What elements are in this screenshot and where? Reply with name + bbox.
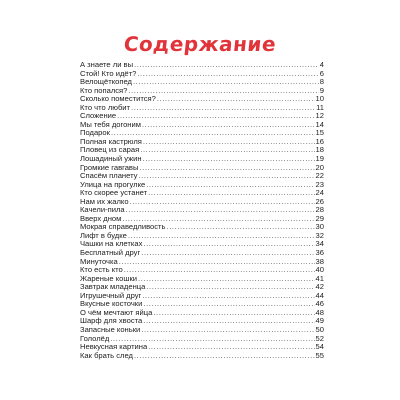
dot-leader [143,138,315,147]
toc-entry-title: Качели-пила [80,205,125,215]
toc-entry-title: Игрушечный друг [80,290,142,300]
toc-entry-title: Кто что любит [80,102,131,112]
toc-entry-title: Как брать след [80,350,133,360]
dot-leader [146,283,314,292]
dot-leader [141,249,314,258]
dot-leader [143,155,315,164]
toc-entry-page-number: 28 [315,205,324,215]
toc-entry-title: Громкие гавгавы [80,162,139,172]
toc-entry-title: Жареные кошки [80,273,138,283]
toc-entry-title: Улица на прогулке [80,179,146,189]
toc-entry-page-number: 40 [315,265,324,275]
dot-leader [126,206,315,215]
toc-entry-title: Завтрак младенца [80,282,146,292]
book-page [60,0,340,400]
toc-entry-title: Стой! Кто идёт? [80,68,137,78]
toc-entry-title: Велощёткопед [80,77,132,87]
toc-entry-title: Лошадиный ужин [80,154,142,164]
toc-entry-page-number: 12 [315,111,324,121]
toc-entry [80,326,324,335]
toc-entry-title: О чём мечтают яйца [80,307,153,317]
toc-entry-page-number: 49 [315,316,324,326]
dot-leader [148,189,314,198]
dot-leader [134,61,319,70]
toc-entry-page-number: 30 [315,222,324,232]
toc-entry-page-number: 54 [315,342,324,352]
table-of-contents [80,61,324,360]
dot-leader [131,104,315,113]
dot-leader [119,258,315,267]
dot-leader [128,232,315,241]
toc-entry-page-number: 44 [315,290,324,300]
toc-entry-page-number: 4 [319,60,324,69]
toc-entry-page-number: 23 [315,179,324,189]
toc-entry-title: Пловец из сарая [80,145,140,155]
toc-entry [80,352,324,361]
dot-leader [117,112,314,121]
dot-leader [130,198,315,207]
toc-entry-page-number: 9 [319,85,324,95]
toc-entry-page-number: 41 [315,273,324,283]
dot-leader [124,266,315,275]
toc-entry [80,104,324,113]
toc-entry-title: Бесплатный друг [80,248,141,258]
dot-leader [167,223,315,232]
toc-entry-page-number: 38 [315,256,324,266]
toc-entry [80,121,324,130]
toc-entry-title: Минуточка [80,256,118,266]
dot-leader [138,275,315,284]
toc-entry-title: Спасём планету [80,171,138,181]
toc-entry-page-number: 8 [319,77,324,87]
dot-leader [157,95,315,104]
toc-entry-page-number: 50 [315,324,324,334]
toc-entry-page-number: 26 [315,196,324,206]
toc-entry-title: Вверх дном [80,213,122,223]
toc-entry-title: Гололёд [80,333,110,343]
toc-entry-page-number: 19 [315,154,324,164]
dot-leader [143,240,314,249]
toc-entry-page-number: 36 [315,248,324,258]
toc-entry-page-number: 42 [315,282,324,292]
toc-entry-page-number: 22 [315,171,324,181]
toc-entry-page-number: 11 [316,102,324,112]
dot-leader [138,172,314,181]
toc-entry-page-number: 29 [315,213,324,223]
toc-entry-title: Мокрая справедливость [80,222,166,232]
toc-entry-title: Кто скорее устанет [80,188,148,198]
toc-entry-title: Чашки на клетках [80,239,143,249]
page-title: Содержание [122,32,278,56]
toc-entry-title: Сколько поместится? [80,94,156,104]
dot-leader [148,343,314,352]
toc-entry-title: Кто есть кто [80,265,123,275]
dot-leader [143,300,314,309]
toc-entry-page-number: 18 [315,145,324,155]
toc-entry-title: Шарф для хвоста [80,316,143,326]
toc-entry-title: Лифт в будке [80,230,127,240]
toc-entry-title: Невкусная картина [80,342,148,352]
dot-leader [146,181,314,190]
toc-entry-page-number: 15 [315,128,324,138]
dot-leader [137,70,318,79]
toc-entry-title: А знаете ли вы [80,60,134,69]
toc-entry-page-number: 52 [315,333,324,343]
dot-leader [153,309,314,318]
toc-entry-page-number: 10 [315,94,324,104]
toc-entry-page-number: 55 [315,350,324,360]
toc-entry-title: Подарок [80,128,110,138]
toc-entry-page-number: 6 [319,68,324,78]
toc-entry-page-number: 16 [315,136,324,146]
toc-entry-title: Кто попался? [80,85,128,95]
dot-leader [141,326,314,335]
toc-entry-title: Полная кастрюля [80,136,142,146]
dot-leader [142,121,315,130]
toc-entry-title: Сложение [80,111,117,121]
dot-leader [128,87,318,96]
toc-entry-title: Нам их жалко [80,196,129,206]
toc-entry-page-number: 48 [315,307,324,317]
toc-entry-page-number: 34 [315,239,324,249]
dot-leader [133,78,319,87]
dot-leader [139,164,314,173]
dot-leader [134,352,315,361]
toc-entry-page-number: 20 [315,162,324,172]
toc-entry-title: Вкусные косточки [80,299,143,309]
dot-leader [142,292,314,301]
dot-leader [143,317,314,326]
dot-leader [140,146,314,155]
toc-entry-page-number: 32 [315,230,324,240]
toc-entry-page-number: 24 [315,188,324,198]
toc-entry-page-number: 14 [315,119,324,129]
toc-entry-title: Запасные коньки [80,324,141,334]
toc-entry-title: Мы тебя догоним [80,119,141,129]
toc-entry-page-number: 46 [315,299,324,309]
